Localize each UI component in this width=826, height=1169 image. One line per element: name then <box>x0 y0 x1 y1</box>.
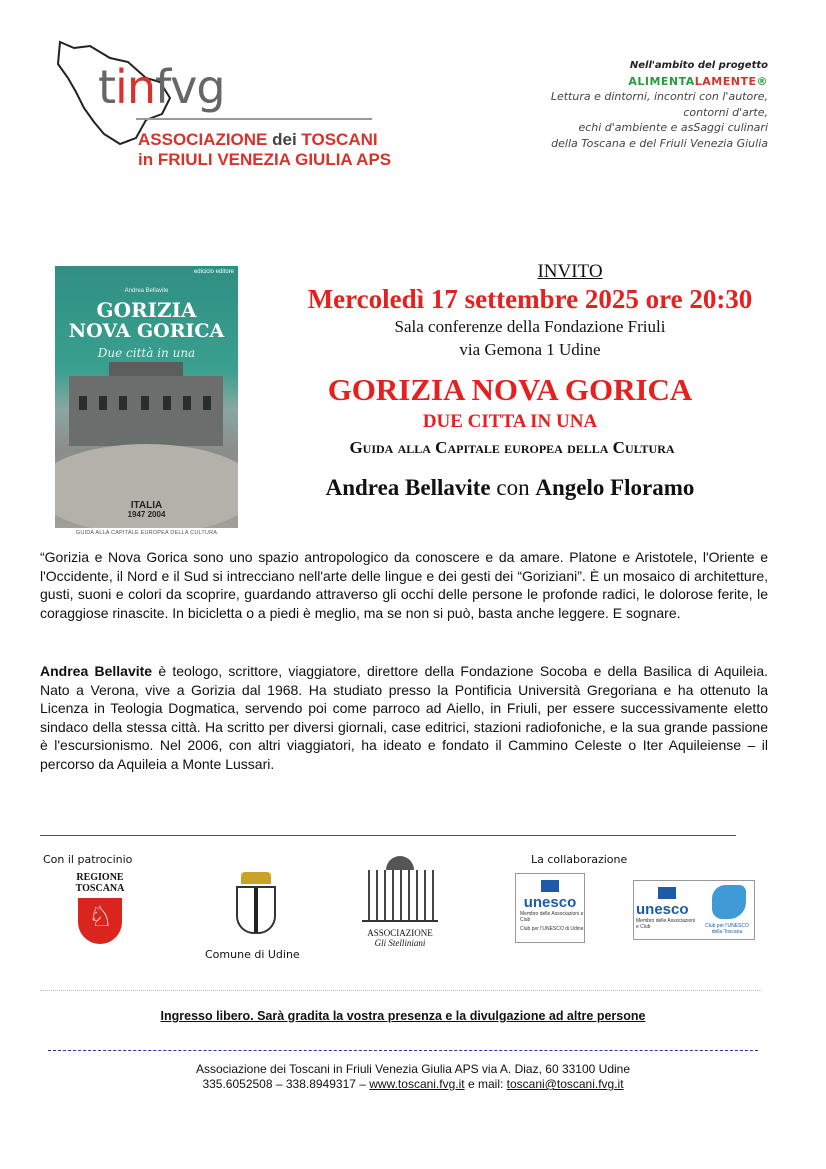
stelliniani-logo: ASSOCIAZIONE Gli Stelliniani <box>355 870 445 948</box>
authors-line: Andrea Bellavite con Angelo Floramo <box>325 475 695 500</box>
collaboration-label: La collaborazione <box>531 853 628 866</box>
book-years: 1947 2004 <box>127 510 166 519</box>
separator <box>48 1050 758 1051</box>
project-line: della Toscana e del Friuli Venezia Giulia <box>551 136 768 150</box>
footer-contacts: 335.6052508 – 338.8949317 – www.toscani.fvg.it e mail: toscani@toscani.fvg.it <box>202 1077 624 1091</box>
venue-line1: Sala conferenze della Fondazione Friuli <box>394 317 666 336</box>
project-line: Lettura e dintorni, incontri con l'autore, <box>550 90 768 103</box>
regione-toscana-logo: REGIONE TOSCANA ♘ <box>70 872 130 944</box>
guide-subtitle: Guida alla Capitale europea della Cultura <box>349 438 675 457</box>
venue-line2: via Gemona 1 Udine <box>459 340 601 359</box>
unesco-udine-logo: unesco Membro delle Associazioni e Club Club per l'UNESCO di Udine <box>515 873 585 943</box>
project-name: ALIMENTALAMENTE® <box>628 74 768 88</box>
building-icon <box>362 870 438 922</box>
book-subtitle: Due città in una <box>97 346 196 360</box>
book-author: Andrea Bellavite <box>124 288 169 294</box>
book-title-1: GORIZIA <box>96 298 197 322</box>
separator <box>40 990 762 991</box>
crown-icon <box>241 872 271 884</box>
tuscany-map-icon <box>712 885 746 919</box>
udine-caption: Comune di Udine <box>205 948 300 961</box>
unesco-temple-icon <box>658 887 676 899</box>
author-bio: Andrea Bellavite è teologo, scrittore, viaggiatore, direttore della Fondazione Socoba e della Basilica di Aquileia. Nato a Verona, vive a Gorizia dal 1968. Ha studiato presso la Pontificia Università Gregoriana e ha ottenuto la Licenza in Teologia Dogmatica, servendo poi come parroco ad Aiello, in Friuli, per essere successivamente eletto sindaco della stessa città. Ha scritto per diversi giornali, case editrici, stazioni radiofoniche, e la sua grande passione è l'escursionismo. Nel 2006, con altri viaggiatori, ha ideato e fondato il Cammino Celeste o Iter Aquileiense – il percorso da Aquileia a Monte Lussari. <box>40 663 768 772</box>
building-illustration <box>69 376 223 446</box>
event-subtitle: DUE CITTA IN UNA <box>422 411 598 432</box>
separator <box>40 835 736 836</box>
project-line: contorni d'arte, <box>683 105 768 119</box>
email-link[interactable]: toscani@toscani.fvg.it <box>506 1077 624 1091</box>
book-italia: ITALIA <box>130 500 163 511</box>
invito-label: INVITO <box>537 261 603 282</box>
logo-wordmark: tinfvg <box>98 60 225 114</box>
unesco-toscana-logo: unesco Membro delle Associazioni e Club Club per l'UNESCO della Toscana <box>633 880 755 940</box>
website-link[interactable]: www.toscani.fvg.it <box>369 1077 465 1091</box>
crest-icon <box>236 886 276 934</box>
assoc-name-line1: ASSOCIAZIONE dei TOSCANI <box>138 130 378 149</box>
book-quote: “Gorizia e Nova Gorica sono uno spazio antropologico da conoscere e da amare. Platone e Aristotele, l'Oriente e l'Occidente, il Nord e il Sud si intrecciano nell'arte delle lingue e dei gesti dei “Goriziani”. È un mosaico di architetture, gusti, suoni e colori da scoprire, guardando attraverso gli occhi delle persone le profonde radici, le dolorose ferite, le coraggiose rinascite. In bicicletta o a piedi è meglio, ma se non si può, basta anche leggere. E sognare. <box>40 549 768 621</box>
project-block <box>468 58 768 151</box>
book-caption: GUIDA ALLA CAPITALE EUROPEA DELLA CULTURA <box>75 530 218 536</box>
book-cover <box>55 266 238 528</box>
project-intro: Nell'ambito del progetto <box>629 60 768 71</box>
free-entry-note: Ingresso libero. Sarà gradita la vostra presenza e la divulgazione ad altre persone <box>160 1009 646 1023</box>
book-title-2: NOVA GORICA <box>68 320 225 342</box>
assoc-name-line2: in FRIULI VENEZIA GIULIA APS <box>138 150 392 169</box>
udine-crest-logo <box>230 872 282 946</box>
event-date: Mercoledì 17 settembre 2025 ore 20:30 <box>307 284 753 314</box>
pegasus-shield-icon <box>78 898 122 944</box>
footer-address: Associazione dei Toscani in Friuli Venezia Giulia APS via A. Diaz, 60 33100 Udine <box>195 1062 631 1076</box>
event-title: GORIZIA NOVA GORICA <box>327 372 693 407</box>
project-line: echi d'ambiente e asSaggi culinari <box>578 121 768 134</box>
patronage-label: Con il patrocinio <box>43 853 133 866</box>
unesco-temple-icon <box>541 880 559 892</box>
association-logo <box>50 38 392 173</box>
logo-rule <box>136 118 372 120</box>
book-publisher: ediciclo editore <box>193 269 234 275</box>
